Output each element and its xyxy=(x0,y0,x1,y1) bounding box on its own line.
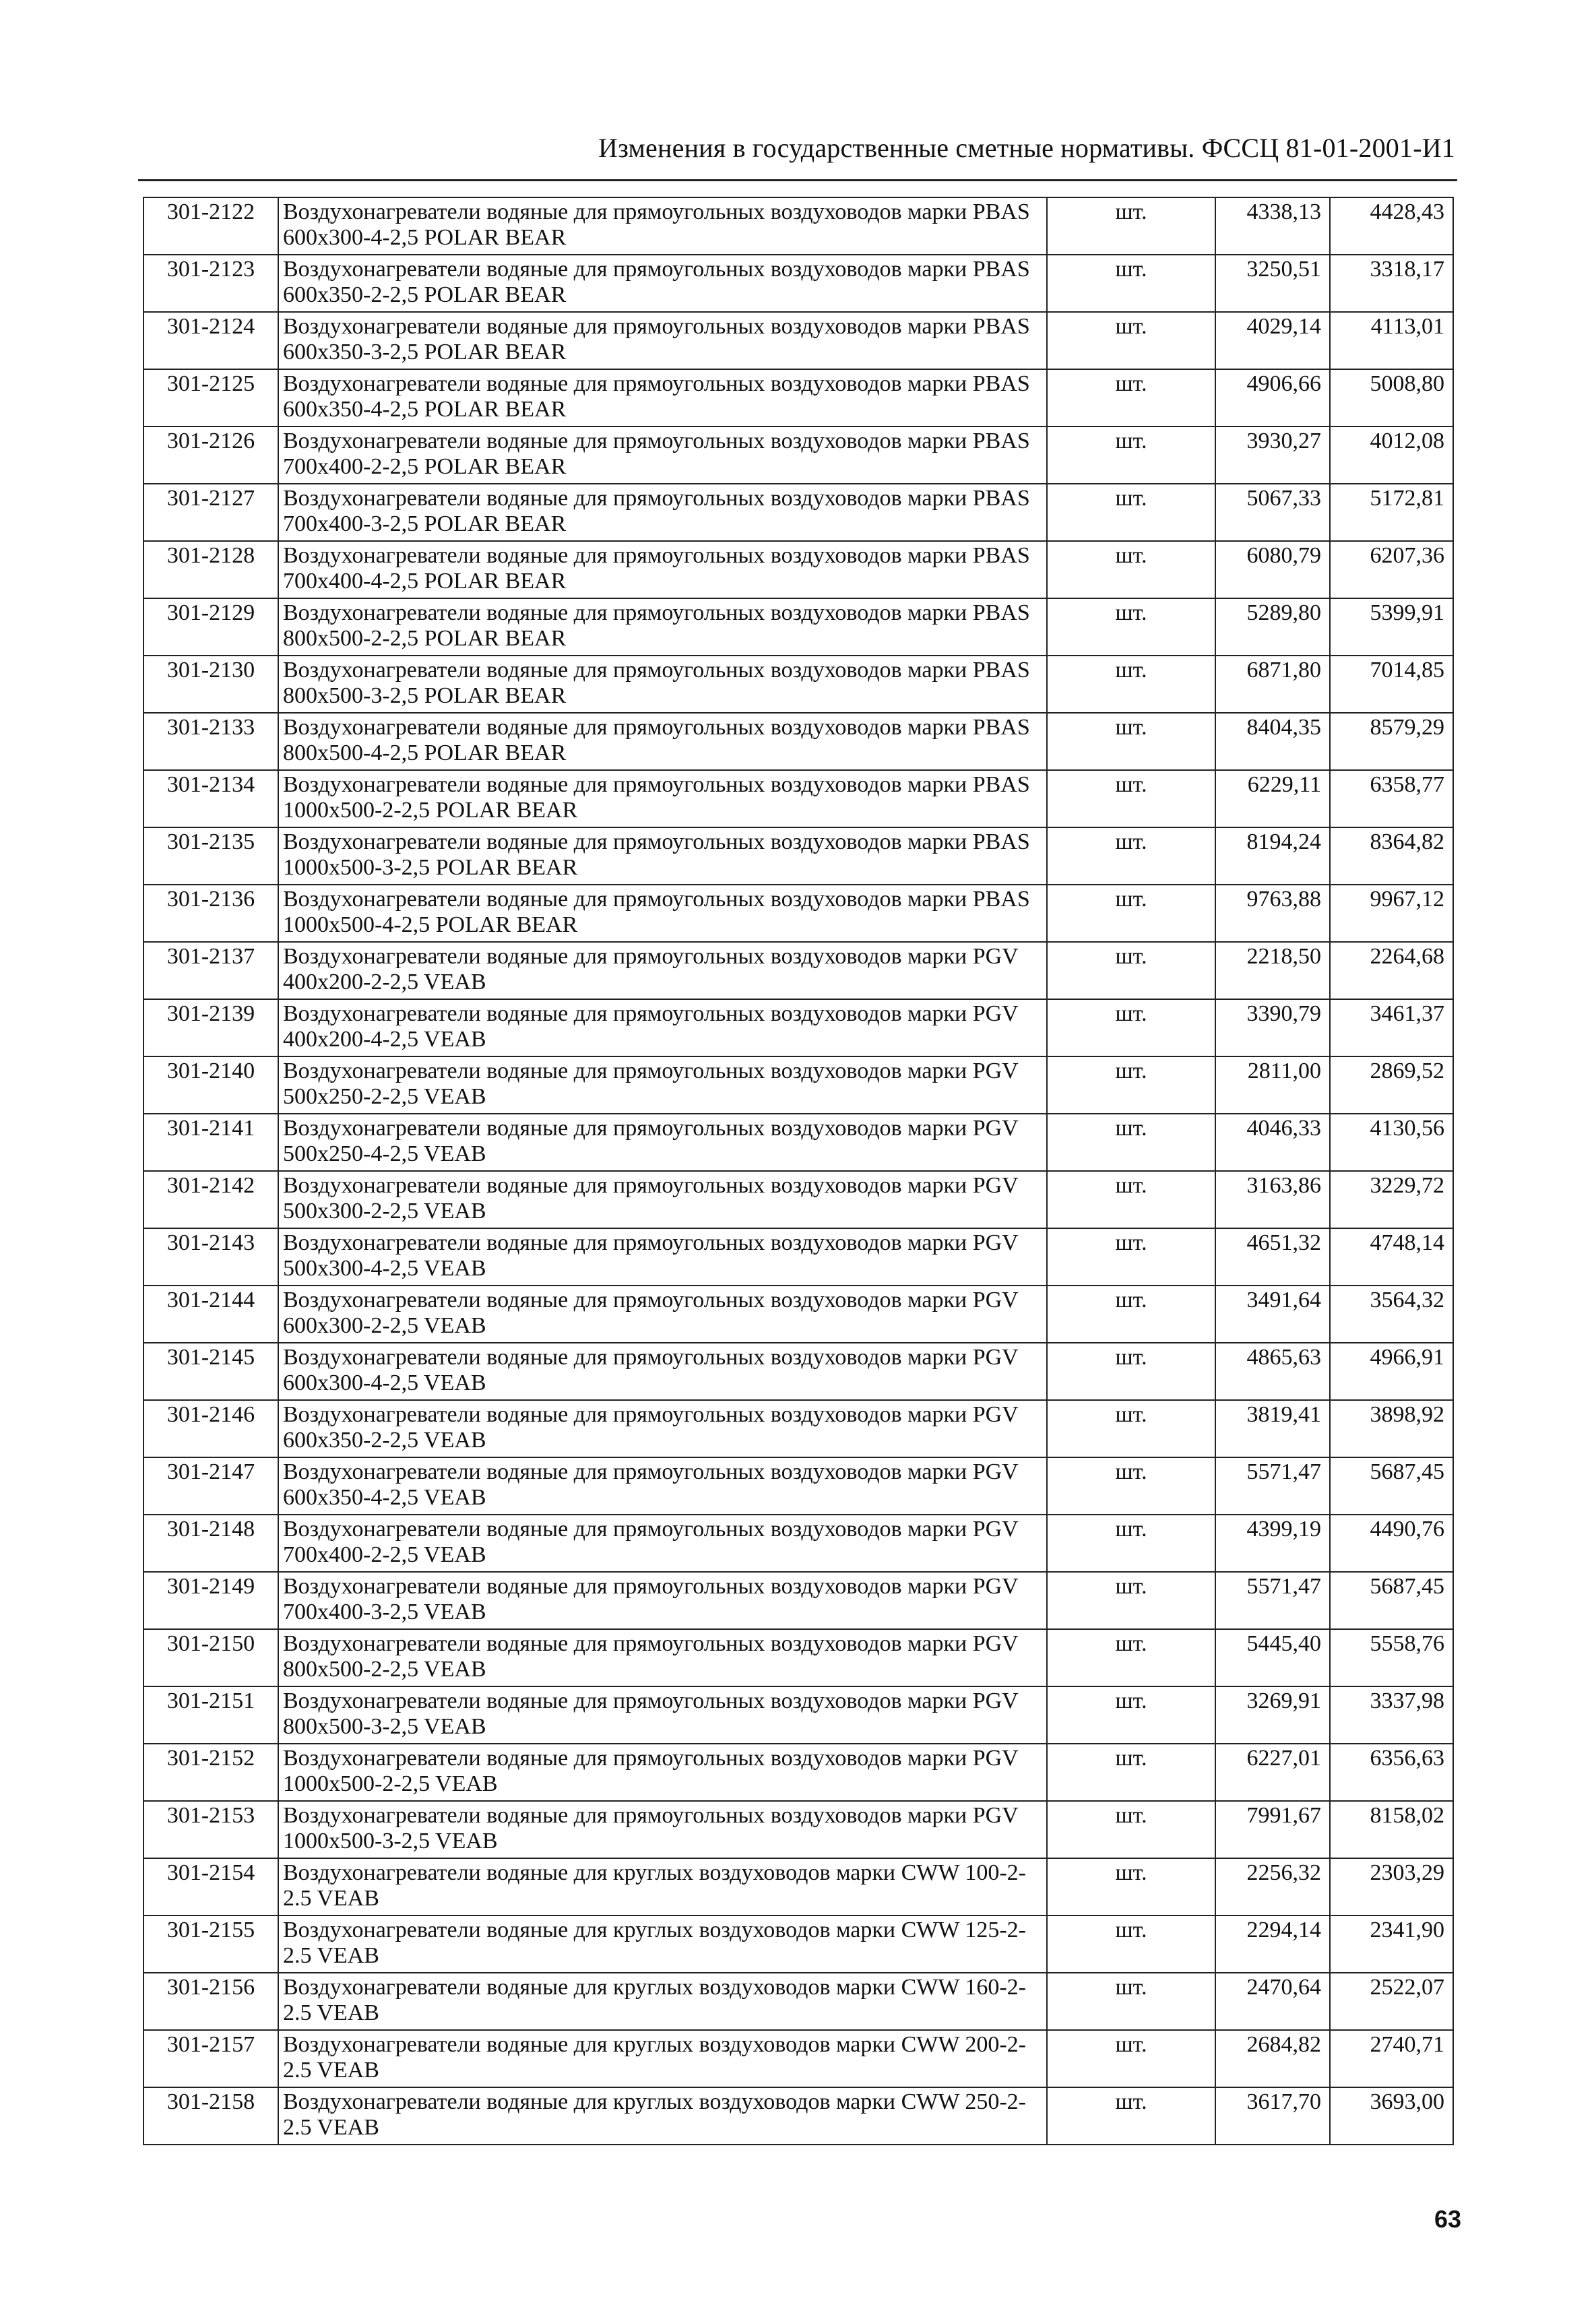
price-cell-1: 3269,91 xyxy=(1215,1686,1330,1744)
resource-code-cell: 301-2134 xyxy=(143,770,278,827)
price-cell-1: 3491,64 xyxy=(1215,1286,1330,1343)
unit-cell: шт. xyxy=(1047,1686,1215,1744)
price-cell-1: 4029,14 xyxy=(1215,312,1330,369)
unit-cell: шт. xyxy=(1047,598,1215,656)
resource-code-cell: 301-2147 xyxy=(143,1457,278,1515)
table-row xyxy=(143,197,1453,255)
table-row xyxy=(143,1228,1453,1286)
unit-cell: шт. xyxy=(1047,484,1215,541)
price-cell-1: 5571,47 xyxy=(1215,1572,1330,1629)
price-cell-1: 8404,35 xyxy=(1215,713,1330,770)
price-cell-2: 3229,72 xyxy=(1330,1171,1453,1228)
resource-name-cell: Воздухонагреватели водяные для прямоугольных воздуховодов марки PBAS 700x400-3-2,5 POLAR BEAR xyxy=(278,484,1047,541)
price-cell-1: 2684,82 xyxy=(1215,2030,1330,2087)
resource-name-cell: Воздухонагреватели водяные для прямоугольных воздуховодов марки PGV 400x200-4-2,5 VEAB xyxy=(278,999,1047,1056)
price-cell-2: 5172,81 xyxy=(1330,484,1453,541)
price-cell-2: 2341,90 xyxy=(1330,1916,1453,1973)
unit-cell: шт. xyxy=(1047,1457,1215,1515)
resource-code-cell: 301-2144 xyxy=(143,1286,278,1343)
price-cell-1: 3390,79 xyxy=(1215,999,1330,1056)
price-cell-2: 6358,77 xyxy=(1330,770,1453,827)
table-row xyxy=(143,2030,1453,2087)
resource-name-cell: Воздухонагреватели водяные для прямоугольных воздуховодов марки PGV 700x400-3-2,5 VEAB xyxy=(278,1572,1047,1629)
price-cell-2: 3898,92 xyxy=(1330,1400,1453,1457)
price-cell-2: 5399,91 xyxy=(1330,598,1453,656)
price-cell-2: 4748,14 xyxy=(1330,1228,1453,1286)
price-cell-1: 6229,11 xyxy=(1215,770,1330,827)
table-row xyxy=(143,255,1453,312)
resource-code-cell: 301-2129 xyxy=(143,598,278,656)
resource-name-cell: Воздухонагреватели водяные для прямоугольных воздуховодов марки PGV 700x400-2-2,5 VEAB xyxy=(278,1515,1047,1572)
resource-code-cell: 301-2154 xyxy=(143,1858,278,1916)
unit-cell: шт. xyxy=(1047,713,1215,770)
page-header: Изменения в государственные сметные нормативы. ФССЦ 81-01-2001-И1 xyxy=(598,133,1455,163)
price-cell-2: 5687,45 xyxy=(1330,1457,1453,1515)
price-cell-1: 5067,33 xyxy=(1215,484,1330,541)
price-cell-2: 5558,76 xyxy=(1330,1629,1453,1686)
resource-name-cell: Воздухонагреватели водяные для прямоугольных воздуховодов марки PBAS 700x400-4-2,5 POLAR BEAR xyxy=(278,541,1047,598)
resource-name-cell: Воздухонагреватели водяные для прямоугольных воздуховодов марки PBAS 800x500-4-2,5 POLAR BEAR xyxy=(278,713,1047,770)
price-cell-1: 5445,40 xyxy=(1215,1629,1330,1686)
price-cell-1: 5571,47 xyxy=(1215,1457,1330,1515)
price-cell-2: 5008,80 xyxy=(1330,369,1453,426)
resource-name-cell: Воздухонагреватели водяные для прямоугольных воздуховодов марки PBAS 700x400-2-2,5 POLAR BEAR xyxy=(278,426,1047,484)
unit-cell: шт. xyxy=(1047,255,1215,312)
table-row xyxy=(143,1114,1453,1171)
price-cell-1: 7991,67 xyxy=(1215,1801,1330,1858)
price-cell-2: 5687,45 xyxy=(1330,1572,1453,1629)
resource-code-cell: 301-2155 xyxy=(143,1916,278,1973)
resource-name-cell: Воздухонагреватели водяные для прямоугольных воздуховодов марки PGV 600x350-2-2,5 VEAB xyxy=(278,1400,1047,1457)
resource-name-cell: Воздухонагреватели водяные для прямоугольных воздуховодов марки PBAS 1000x500-2-2,5 POLAR BEAR xyxy=(278,770,1047,827)
price-cell-2: 7014,85 xyxy=(1330,656,1453,713)
price-cell-1: 3819,41 xyxy=(1215,1400,1330,1457)
table-row xyxy=(143,1973,1453,2030)
table-row xyxy=(143,312,1453,369)
resource-name-cell: Воздухонагреватели водяные для круглых воздуховодов марки CWW 200-2-2.5 VEAB xyxy=(278,2030,1047,2087)
price-cell-2: 3337,98 xyxy=(1330,1686,1453,1744)
price-cell-1: 3163,86 xyxy=(1215,1171,1330,1228)
unit-cell: шт. xyxy=(1047,942,1215,999)
resource-code-cell: 301-2124 xyxy=(143,312,278,369)
resource-code-cell: 301-2146 xyxy=(143,1400,278,1457)
page-number: 63 xyxy=(1434,2205,1461,2233)
resource-name-cell: Воздухонагреватели водяные для прямоугольных воздуховодов марки PGV 1000x500-2-2,5 VEAB xyxy=(278,1744,1047,1801)
unit-cell: шт. xyxy=(1047,1916,1215,1973)
resource-code-cell: 301-2133 xyxy=(143,713,278,770)
resource-name-cell: Воздухонагреватели водяные для прямоугольных воздуховодов марки PBAS 600x350-3-2,5 POLAR BEAR xyxy=(278,312,1047,369)
table-row xyxy=(143,1744,1453,1801)
resource-code-cell: 301-2122 xyxy=(143,197,278,255)
resource-code-cell: 301-2157 xyxy=(143,2030,278,2087)
resource-name-cell: Воздухонагреватели водяные для прямоугольных воздуховодов марки PGV 600x300-2-2,5 VEAB xyxy=(278,1286,1047,1343)
unit-cell: шт. xyxy=(1047,541,1215,598)
table-row xyxy=(143,885,1453,942)
table-row xyxy=(143,598,1453,656)
resource-name-cell: Воздухонагреватели водяные для круглых воздуховодов марки CWW 125-2-2.5 VEAB xyxy=(278,1916,1047,1973)
price-cell-2: 3693,00 xyxy=(1330,2087,1453,2145)
resource-name-cell: Воздухонагреватели водяные для прямоугольных воздуховодов марки PGV 800x500-3-2,5 VEAB xyxy=(278,1686,1047,1744)
resource-code-cell: 301-2130 xyxy=(143,656,278,713)
price-cell-1: 3930,27 xyxy=(1215,426,1330,484)
resource-code-cell: 301-2127 xyxy=(143,484,278,541)
unit-cell: шт. xyxy=(1047,1973,1215,2030)
resource-code-cell: 301-2143 xyxy=(143,1228,278,1286)
table-row xyxy=(143,656,1453,713)
price-cell-2: 4130,56 xyxy=(1330,1114,1453,1171)
table-row xyxy=(143,1858,1453,1916)
table-row xyxy=(143,999,1453,1056)
unit-cell: шт. xyxy=(1047,1228,1215,1286)
unit-cell: шт. xyxy=(1047,1515,1215,1572)
price-cell-1: 2470,64 xyxy=(1215,1973,1330,2030)
header-divider xyxy=(138,179,1457,181)
price-cell-2: 2740,71 xyxy=(1330,2030,1453,2087)
price-table xyxy=(143,197,1454,2145)
unit-cell: шт. xyxy=(1047,1171,1215,1228)
table-row xyxy=(143,1629,1453,1686)
resource-name-cell: Воздухонагреватели водяные для прямоугольных воздуховодов марки PGV 600x350-4-2,5 VEAB xyxy=(278,1457,1047,1515)
table-row xyxy=(143,942,1453,999)
table-row xyxy=(143,484,1453,541)
table-row xyxy=(143,770,1453,827)
resource-code-cell: 301-2148 xyxy=(143,1515,278,1572)
resource-code-cell: 301-2128 xyxy=(143,541,278,598)
resource-code-cell: 301-2145 xyxy=(143,1343,278,1400)
price-cell-2: 3564,32 xyxy=(1330,1286,1453,1343)
price-cell-1: 9763,88 xyxy=(1215,885,1330,942)
price-cell-1: 2256,32 xyxy=(1215,1858,1330,1916)
price-cell-2: 8158,02 xyxy=(1330,1801,1453,1858)
price-cell-2: 8579,29 xyxy=(1330,713,1453,770)
resource-code-cell: 301-2139 xyxy=(143,999,278,1056)
price-cell-1: 2294,14 xyxy=(1215,1916,1330,1973)
unit-cell: шт. xyxy=(1047,369,1215,426)
unit-cell: шт. xyxy=(1047,1858,1215,1916)
resource-name-cell: Воздухонагреватели водяные для прямоугольных воздуховодов марки PGV 500x300-4-2,5 VEAB xyxy=(278,1228,1047,1286)
unit-cell: шт. xyxy=(1047,885,1215,942)
resource-code-cell: 301-2150 xyxy=(143,1629,278,1686)
unit-cell: шт. xyxy=(1047,1629,1215,1686)
price-cell-2: 8364,82 xyxy=(1330,827,1453,885)
resource-code-cell: 301-2151 xyxy=(143,1686,278,1744)
resource-code-cell: 301-2152 xyxy=(143,1744,278,1801)
price-cell-2: 2522,07 xyxy=(1330,1973,1453,2030)
price-cell-1: 3250,51 xyxy=(1215,255,1330,312)
price-cell-2: 4428,43 xyxy=(1330,197,1453,255)
price-cell-1: 5289,80 xyxy=(1215,598,1330,656)
price-cell-2: 6356,63 xyxy=(1330,1744,1453,1801)
table-row xyxy=(143,1916,1453,1973)
resource-code-cell: 301-2123 xyxy=(143,255,278,312)
price-cell-2: 9967,12 xyxy=(1330,885,1453,942)
unit-cell: шт. xyxy=(1047,656,1215,713)
resource-name-cell: Воздухонагреватели водяные для прямоугольных воздуховодов марки PGV 500x250-4-2,5 VEAB xyxy=(278,1114,1047,1171)
table-row xyxy=(143,2087,1453,2145)
table-row xyxy=(143,1171,1453,1228)
price-table-container xyxy=(143,197,1453,2145)
unit-cell: шт. xyxy=(1047,1343,1215,1400)
resource-name-cell: Воздухонагреватели водяные для круглых воздуховодов марки CWW 160-2-2.5 VEAB xyxy=(278,1973,1047,2030)
table-row xyxy=(143,1572,1453,1629)
table-row xyxy=(143,1056,1453,1114)
price-cell-1: 4906,66 xyxy=(1215,369,1330,426)
resource-code-cell: 301-2125 xyxy=(143,369,278,426)
resource-name-cell: Воздухонагреватели водяные для прямоугольных воздуховодов марки PBAS 800x500-2-2,5 POLAR BEAR xyxy=(278,598,1047,656)
table-row xyxy=(143,1686,1453,1744)
resource-code-cell: 301-2126 xyxy=(143,426,278,484)
price-cell-1: 4651,32 xyxy=(1215,1228,1330,1286)
resource-name-cell: Воздухонагреватели водяные для прямоугольных воздуховодов марки PGV 800x500-2-2,5 VEAB xyxy=(278,1629,1047,1686)
price-cell-1: 4338,13 xyxy=(1215,197,1330,255)
table-row xyxy=(143,1457,1453,1515)
resource-name-cell: Воздухонагреватели водяные для прямоугольных воздуховодов марки PBAS 1000x500-3-2,5 POLAR BEAR xyxy=(278,827,1047,885)
table-row xyxy=(143,827,1453,885)
resource-name-cell: Воздухонагреватели водяные для прямоугольных воздуховодов марки PBAS 600x350-4-2,5 POLAR BEAR xyxy=(278,369,1047,426)
price-cell-2: 2264,68 xyxy=(1330,942,1453,999)
table-row xyxy=(143,1801,1453,1858)
price-cell-2: 6207,36 xyxy=(1330,541,1453,598)
resource-code-cell: 301-2136 xyxy=(143,885,278,942)
resource-name-cell: Воздухонагреватели водяные для круглых воздуховодов марки CWW 100-2-2.5 VEAB xyxy=(278,1858,1047,1916)
price-cell-1: 4046,33 xyxy=(1215,1114,1330,1171)
price-cell-2: 3461,37 xyxy=(1330,999,1453,1056)
price-cell-1: 3617,70 xyxy=(1215,2087,1330,2145)
table-row xyxy=(143,541,1453,598)
price-cell-1: 2811,00 xyxy=(1215,1056,1330,1114)
table-row xyxy=(143,1286,1453,1343)
price-cell-1: 6080,79 xyxy=(1215,541,1330,598)
resource-code-cell: 301-2153 xyxy=(143,1801,278,1858)
resource-name-cell: Воздухонагреватели водяные для прямоугольных воздуховодов марки PGV 400x200-2-2,5 VEAB xyxy=(278,942,1047,999)
table-row xyxy=(143,1343,1453,1400)
unit-cell: шт. xyxy=(1047,1114,1215,1171)
price-cell-1: 8194,24 xyxy=(1215,827,1330,885)
unit-cell: шт. xyxy=(1047,1572,1215,1629)
resource-code-cell: 301-2149 xyxy=(143,1572,278,1629)
unit-cell: шт. xyxy=(1047,1801,1215,1858)
unit-cell: шт. xyxy=(1047,426,1215,484)
unit-cell: шт. xyxy=(1047,827,1215,885)
resource-code-cell: 301-2156 xyxy=(143,1973,278,2030)
resource-name-cell: Воздухонагреватели водяные для прямоугольных воздуховодов марки PGV 1000x500-3-2,5 VEAB xyxy=(278,1801,1047,1858)
resource-code-cell: 301-2137 xyxy=(143,942,278,999)
table-row xyxy=(143,1515,1453,1572)
unit-cell: шт. xyxy=(1047,1400,1215,1457)
resource-code-cell: 301-2140 xyxy=(143,1056,278,1114)
price-cell-2: 4490,76 xyxy=(1330,1515,1453,1572)
price-table-body xyxy=(143,197,1453,2145)
unit-cell: шт. xyxy=(1047,2087,1215,2145)
price-cell-2: 4966,91 xyxy=(1330,1343,1453,1400)
table-row xyxy=(143,426,1453,484)
unit-cell: шт. xyxy=(1047,2030,1215,2087)
resource-code-cell: 301-2135 xyxy=(143,827,278,885)
resource-name-cell: Воздухонагреватели водяные для прямоугольных воздуховодов марки PBAS 600x300-4-2,5 POLAR BEAR xyxy=(278,197,1047,255)
resource-name-cell: Воздухонагреватели водяные для прямоугольных воздуховодов марки PGV 500x250-2-2,5 VEAB xyxy=(278,1056,1047,1114)
table-row xyxy=(143,1400,1453,1457)
resource-name-cell: Воздухонагреватели водяные для прямоугольных воздуховодов марки PBAS 1000x500-4-2,5 POLAR BEAR xyxy=(278,885,1047,942)
unit-cell: шт. xyxy=(1047,1056,1215,1114)
resource-code-cell: 301-2142 xyxy=(143,1171,278,1228)
table-row xyxy=(143,713,1453,770)
price-cell-2: 2869,52 xyxy=(1330,1056,1453,1114)
resource-name-cell: Воздухонагреватели водяные для прямоугольных воздуховодов марки PGV 500x300-2-2,5 VEAB xyxy=(278,1171,1047,1228)
resource-code-cell: 301-2158 xyxy=(143,2087,278,2145)
price-cell-1: 4399,19 xyxy=(1215,1515,1330,1572)
resource-name-cell: Воздухонагреватели водяные для прямоугольных воздуховодов марки PBAS 800x500-3-2,5 POLAR BEAR xyxy=(278,656,1047,713)
unit-cell: шт. xyxy=(1047,999,1215,1056)
price-cell-2: 2303,29 xyxy=(1330,1858,1453,1916)
price-cell-1: 6227,01 xyxy=(1215,1744,1330,1801)
unit-cell: шт. xyxy=(1047,197,1215,255)
unit-cell: шт. xyxy=(1047,770,1215,827)
unit-cell: шт. xyxy=(1047,1286,1215,1343)
resource-code-cell: 301-2141 xyxy=(143,1114,278,1171)
resource-name-cell: Воздухонагреватели водяные для прямоугольных воздуховодов марки PBAS 600x350-2-2,5 POLAR BEAR xyxy=(278,255,1047,312)
price-cell-1: 2218,50 xyxy=(1215,942,1330,999)
price-cell-1: 6871,80 xyxy=(1215,656,1330,713)
resource-name-cell: Воздухонагреватели водяные для прямоугольных воздуховодов марки PGV 600x300-4-2,5 VEAB xyxy=(278,1343,1047,1400)
price-cell-1: 4865,63 xyxy=(1215,1343,1330,1400)
resource-name-cell: Воздухонагреватели водяные для круглых воздуховодов марки CWW 250-2-2.5 VEAB xyxy=(278,2087,1047,2145)
unit-cell: шт. xyxy=(1047,1744,1215,1801)
unit-cell: шт. xyxy=(1047,312,1215,369)
price-cell-2: 3318,17 xyxy=(1330,255,1453,312)
price-cell-2: 4012,08 xyxy=(1330,426,1453,484)
price-cell-2: 4113,01 xyxy=(1330,312,1453,369)
table-row xyxy=(143,369,1453,426)
